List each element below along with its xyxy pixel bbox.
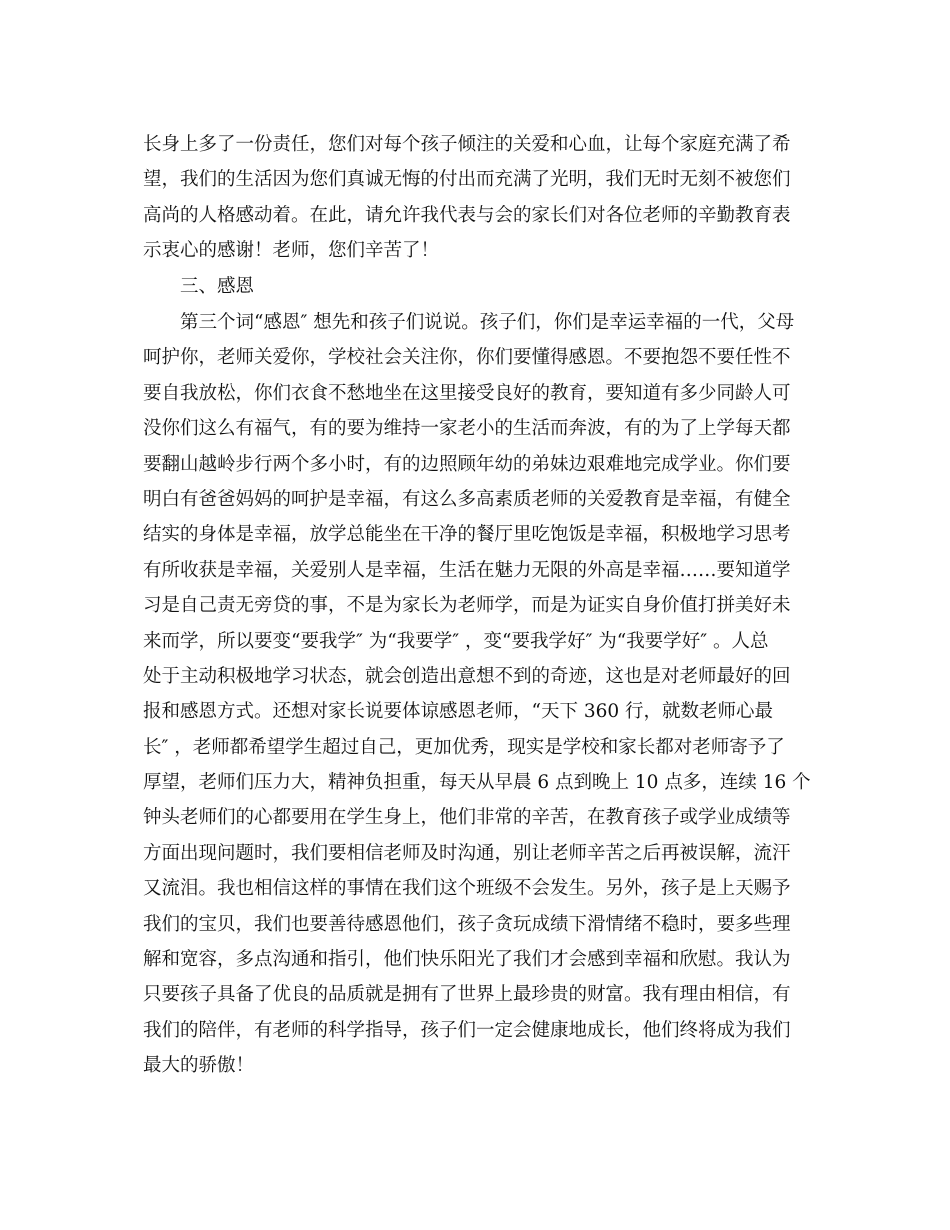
text-line: 我们的陪伴，有老师的科学指导，孩子们一定会健康地成长，他们终将成为我们 xyxy=(143,1019,791,1041)
paragraph-continuation xyxy=(143,127,803,269)
text-line: 高尚的人格感动着。在此，请允许我代表与会的家长们对各位老师的辛勤教育表 xyxy=(143,204,791,226)
text-line: 只要孩子具备了优良的品质就是拥有了世界上最珍贵的财富。我有理由相信，有 xyxy=(143,984,791,1006)
heading-gratitude: 三、感恩 xyxy=(180,276,255,297)
text-line: 钟头老师们的心都要用在学生身上，他们非常的辛苦，在教育孩子或学业成绩等 xyxy=(143,807,791,829)
text-line: 厚望，老师们压力大，精神负担重，每天从早晨 6 点到晚上 10 点多，连续 16 个 xyxy=(143,772,811,794)
text-line: 长身上多了一份责任，您们对每个孩子倾注的关爱和心血，让每个家庭充满了希 xyxy=(143,134,791,155)
text-line: 报和感恩方式。还想对家长说要体谅感恩老师，“天下 360 行，就数老师心最 xyxy=(143,701,774,723)
text-line: 呵护你，老师关爱你，学校社会关注你，你们要懂得感恩。不要抱怨不要任性不 xyxy=(143,347,791,369)
text-line: 第三个词“感恩″ 想先和孩子们说说。孩子们，你们是幸运幸福的一代，父母 xyxy=(180,312,795,333)
text-line: 示衷心的感谢！老师，您们辛苦了！ xyxy=(143,240,440,262)
text-line: 习是自己责无旁贷的事，不是为家长为老师学，而是为证实自身价值打拼美好未 xyxy=(143,595,791,617)
text-line: 处于主动积极地学习状态，就会创造出意想不到的奇迹，这也是对老师最好的回 xyxy=(143,665,791,687)
text-line: 长″ ，老师都希望学生超过自己，更加优秀，现实是学校和家长都对老师寄予了 xyxy=(143,736,785,758)
text-line: 有所收获是幸福，关爱别人是幸福，生活在魅力无限的外高是幸福……要知道学 xyxy=(143,559,791,581)
section-heading xyxy=(143,269,803,304)
text-line: 望，我们的生活因为您们真诚无悔的付出而充满了光明，我们无时无刻不被您们 xyxy=(143,169,791,191)
text-line: 结实的身体是幸福，放学总能坐在干净的餐厅里吃饱饭是幸福，积极地学习思考 xyxy=(143,524,791,546)
text-line: 解和宽容，多点沟通和指引，他们快乐阳光了我们才会感到幸福和欣慰。我认为 xyxy=(143,949,791,971)
text-line: 又流泪。我也相信这样的事情在我们这个班级不会发生。另外，孩子是上天赐予 xyxy=(143,878,791,900)
text-line: 方面出现问题时，我们要相信老师及时沟通，别让老师辛苦之后再被误解，流汗 xyxy=(143,842,791,864)
text-line: 没你们这么有福气，有的要为维持一家老小的生活而奔波，有的为了上学每天都 xyxy=(143,418,791,440)
text-line: 要翻山越岭步行两个多小时，有的边照顾年幼的弟妹边艰难地完成学业。你们要 xyxy=(143,453,791,475)
text-line: 来而学，所以要变“要我学″ 为“我要学″ ，变“要我学好″ 为“我要学好″ 。人总 xyxy=(143,630,769,652)
text-line: 最大的骄傲！ xyxy=(143,1055,255,1077)
text-line: 明白有爸爸妈妈的呵护是幸福，有这么多高素质老师的关爱教育是幸福，有健全 xyxy=(143,488,791,510)
text-line: 我们的宝贝，我们也要善待感恩他们，孩子贪玩成绩下滑情绪不稳时，要多些理 xyxy=(143,913,791,935)
text-line: 要自我放松，你们衣食不愁地坐在这里接受良好的教育，要知道有多少同龄人可 xyxy=(143,382,791,404)
paragraph-gratitude xyxy=(143,305,811,1084)
